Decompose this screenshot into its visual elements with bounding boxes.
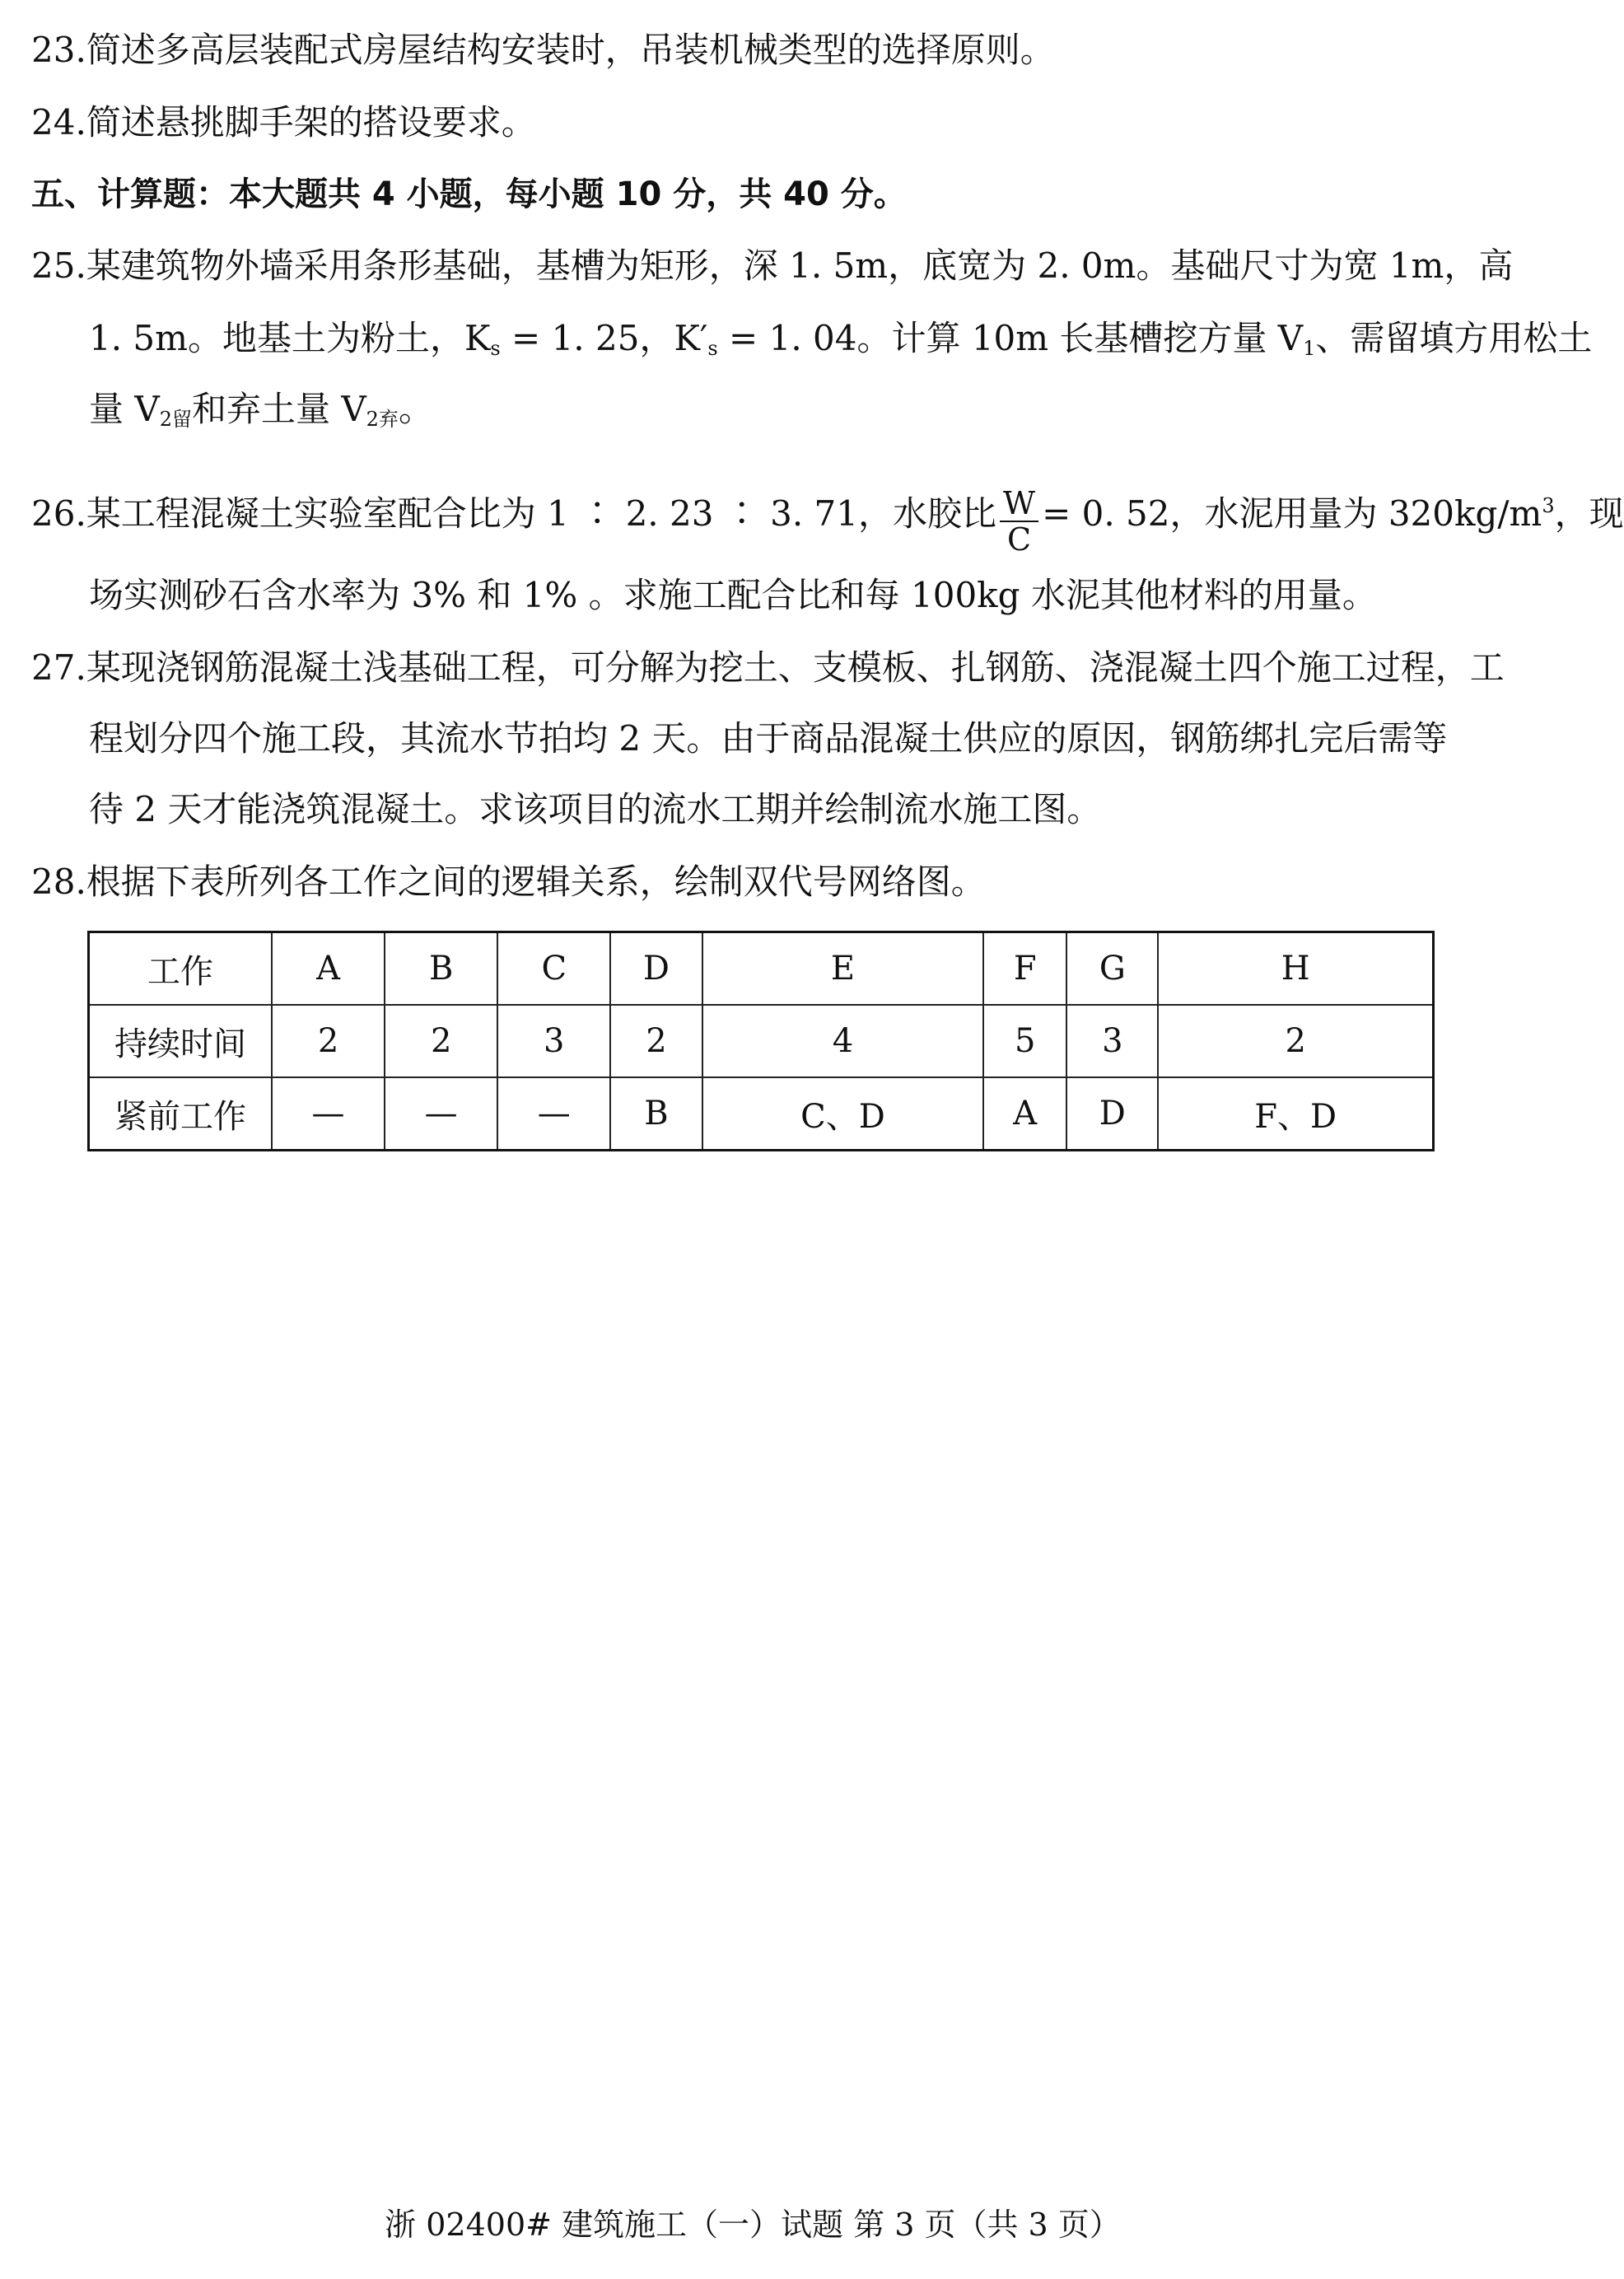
question-24 [31,102,1481,142]
table-cell: 3 [497,1005,610,1077]
table-cell: D [1066,1077,1158,1151]
table-cell: C、D [702,1077,984,1151]
section-heading: 五、计算题：本大题共 4 小题，每小题 10 分，共 40 分。 [31,175,907,213]
subscript: 2留 [159,408,192,431]
question-number: 24. [31,102,86,142]
text-run: = 1. 04。计算 10m 长基槽挖方量 V [717,318,1304,358]
water-binder-fraction [1000,485,1038,558]
question-number: 23. [31,30,86,70]
text-run: 量 V [89,389,160,429]
table-row [89,932,1434,1006]
text-run: 。 [398,389,433,429]
question-25-line-3 [89,389,1481,431]
table-cell: F [983,932,1066,1006]
work-logic-table [87,931,1435,1151]
question-27 [31,647,1505,688]
table-cell: 4 [702,1005,984,1077]
table-cell: H [1158,932,1433,1006]
question-28 [31,862,1481,902]
text-run: 某工程混凝土实验室配合比为 1 ∶ 2. 23 ∶ 3. 71，水胶比 [86,493,997,534]
table-cell: A [983,1077,1066,1151]
table-cell: A [272,932,385,1006]
table-cell: — [497,1077,610,1151]
question-number: 28. [31,862,86,902]
question-25 [31,245,1514,286]
table-cell: E [702,932,984,1006]
table-cell: 2 [385,1005,497,1077]
text-run: = 1. 25，K′ [500,318,708,358]
table-cell: 3 [1066,1005,1158,1077]
page-footer: 浙 02400# 建筑施工（一）试题 第 3 页（共 3 页） [385,2207,1121,2243]
question-number: 25. [31,245,86,286]
question-text: 简述悬挑脚手架的搭设要求。 [86,102,536,142]
table-row [89,1077,1434,1151]
row-label: 紧前工作 [89,1077,273,1151]
table-cell: — [385,1077,497,1151]
table-row [89,1005,1434,1077]
question-27-line-2: 程划分四个施工段，其流水节拍均 2 天。由于商品混凝土供应的原因，钢筋绑扎完后需等 [89,718,1448,759]
text-run: 和弃土量 V [191,389,366,429]
question-number: 26. [31,493,86,534]
table-cell: — [272,1077,385,1151]
table-cell: G [1066,932,1158,1006]
row-label: 工作 [89,932,273,1006]
subscript: s [490,337,501,360]
question-number: 27. [31,647,86,688]
text-run: 、需留填方用松土 [1315,318,1593,358]
row-label: 持续时间 [89,1005,273,1077]
fraction-denominator: C [1007,521,1032,558]
question-25-line-2 [89,318,1593,360]
table-cell: 2 [610,1005,702,1077]
question-26-line-2: 场实测砂石含水率为 3% 和 1% 。求施工配合比和每 100kg 水泥其他材料的用量。 [89,575,1377,615]
table-cell: F、D [1158,1077,1433,1151]
question-27-line-3: 待 2 天才能浇筑混凝土。求该项目的流水工期并绘制流水施工图。 [89,789,1102,829]
table-cell: 2 [1158,1005,1433,1077]
question-text-line: 某现浇钢筋混凝土浅基础工程，可分解为挖土、支模板、扎钢筋、浇混凝土四个施工过程，工 [86,647,1505,688]
text-run: 1. 5m。地基土为粉土，K [89,318,491,358]
fraction-numerator: W [1000,488,1038,522]
question-text-line: 某建筑物外墙采用条形基础，基槽为矩形，深 1. 5m，底宽为 2. 0m。基础尺寸为宽 1m，高 [86,245,1514,286]
table-cell: B [610,1077,702,1151]
table-cell: C [497,932,610,1006]
subscript: 1 [1303,337,1316,360]
superscript: 3 [1542,494,1555,517]
table-cell: 2 [272,1005,385,1077]
question-23 [31,30,1481,70]
question-text: 根据下表所列各工作之间的逻辑关系，绘制双代号网络图。 [86,862,986,902]
subscript: s [707,337,718,360]
text-run: = 0. 52，水泥用量为 320kg/m [1042,493,1542,534]
subscript: 2弃 [366,408,399,431]
question-26 [31,483,1624,558]
table-cell: D [610,932,702,1006]
text-run: ，现 [1554,493,1624,534]
table-cell: 5 [983,1005,1066,1077]
table-cell: B [385,932,497,1006]
question-text: 简述多高层装配式房屋结构安装时，吊装机械类型的选择原则。 [86,30,1055,70]
